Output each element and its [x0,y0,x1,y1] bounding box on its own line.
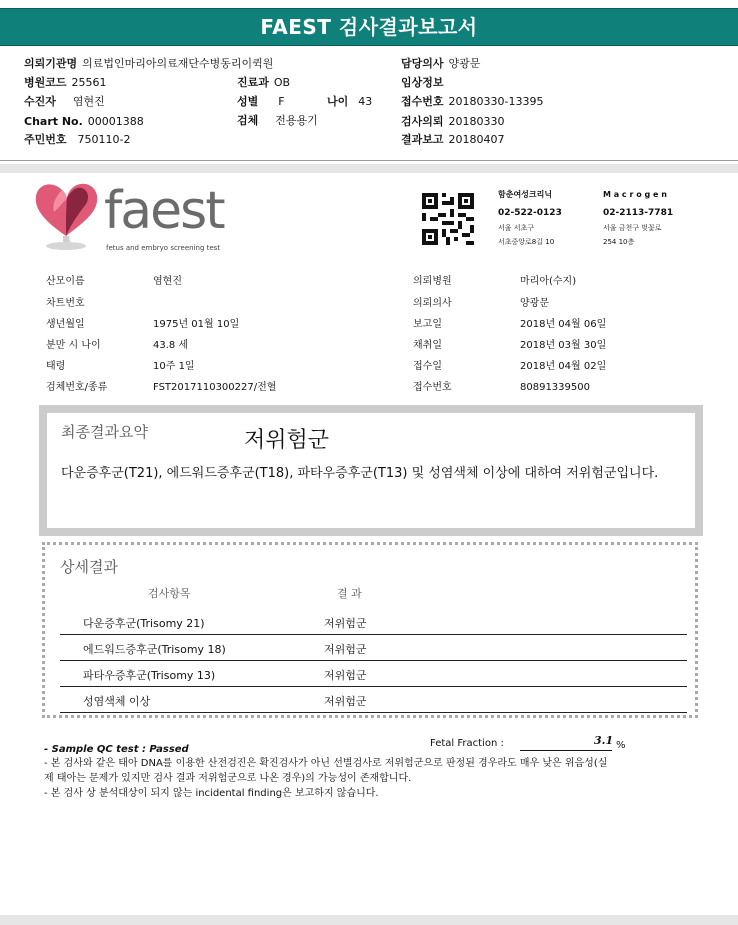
section-band [0,164,738,173]
header-requesting-institution: 의뢰기관명 의료법인마리아의료재단수병동리이퀵원 [24,57,274,70]
lab-address: 서초중앙로8길 10 [498,238,555,246]
test-item: 에드워드증후군(Trisomy 18) [83,643,226,656]
disclaimer-line: - 본 검사 상 분석대상이 되지 않는 incidental finding은 보고하지 않습니다. [44,788,379,799]
lab-info-1 [498,189,562,248]
test-result: 저위험군 [324,643,367,656]
info-value: 염현진 [153,276,182,287]
info-label: 산모이름 [46,276,85,287]
info-label: 검체번호/종류 [46,382,108,393]
info-label: 태령 [46,361,66,372]
header-sex: 성별 F [237,95,285,108]
test-result: 저위험군 [324,669,367,682]
header-report-date: 결과보고 20180407 [401,133,505,146]
table-row [60,609,687,635]
lab-phone: 02-522-0123 [498,208,562,218]
header-resident-no: 주민번호 750110-2 [24,133,131,146]
info-label: 접수번호 [413,382,452,393]
logo-tagline: fetus and embryo screening test [106,244,221,252]
faest-heart-logo-icon [32,178,102,252]
fetal-fraction-value: 3.1 [594,734,614,747]
header-request-date: 검사의뢰 20180330 [401,115,505,128]
fetal-fraction-unit: % [616,740,626,751]
info-label: 의뢰의사 [413,298,452,309]
info-value: 1975년 01월 10일 [153,319,240,330]
test-result: 저위험군 [324,695,367,708]
info-label: 차트번호 [46,298,85,309]
test-item: 성염색체 이상 [83,695,151,708]
lab-phone: 02-2113-7781 [603,208,674,218]
faest-wordmark: faest [104,181,224,241]
test-item: 다운증후군(Trisomy 21) [83,617,205,630]
info-label: 생년월일 [46,319,85,330]
info-value: FST2017110300227/전혈 [153,382,277,393]
column-header-result: 결 과 [337,587,362,600]
qc-status: - Sample QC test : Passed [44,744,189,755]
header-clinical-info: 임상정보 [401,76,444,89]
summary-result: 저위험군 [244,428,330,453]
info-value: 80891339500 [520,382,590,393]
summary-inner [47,413,695,528]
test-result: 저위험군 [324,617,367,630]
column-header-item: 검사항목 [148,587,191,600]
header-divider [0,160,738,161]
lab-info-2 [603,189,673,248]
lab-name: M a c r o g e n [603,190,667,199]
info-value: 10주 1일 [153,361,195,372]
info-label: 보고일 [413,319,442,330]
table-row [60,687,687,713]
test-item: 파타우증후군(Trisomy 13) [83,669,216,682]
header-department: 진료과 OB [237,76,291,89]
info-value: 2018년 04월 06일 [520,319,607,330]
info-value: 마리아(수지) [520,276,577,287]
lab-name: 함춘여성크리닉 [498,190,553,199]
header-chart-no: Chart No. 00001388 [24,115,144,128]
info-value: 2018년 04월 02일 [520,361,607,372]
report-title: FAEST 검사결과보고서 [260,15,478,39]
info-value: 2018년 03월 30일 [520,340,607,351]
info-value: 43.8 세 [153,340,189,351]
table-row [60,661,687,687]
fetal-fraction-label: Fetal Fraction : [430,738,504,749]
info-label: 접수일 [413,361,442,372]
table-row [60,635,687,661]
header-hospital-code: 병원코드 25561 [24,76,107,89]
lab-address: 서울 금천구 벚꽃로 [603,224,662,232]
lab-address: 254 10층 [603,238,635,246]
details-label: 상세결과 [60,558,118,576]
disclaimer-line: - 본 검사와 같은 태아 DNA를 이용한 산전검진은 확진검사가 아닌 선별검사로 저위험군으로 판정된 경우라도 매우 낮은 위음성(실 [44,758,608,769]
info-label: 의뢰병원 [413,276,452,287]
info-label: 채취일 [413,340,442,351]
header-age: 나이 43 [327,95,373,108]
qr-code-icon [422,193,474,245]
lab-address: 서울 서초구 [498,224,535,232]
header-patient: 수진자 염현진 [24,95,105,108]
header-specimen: 검체 전용용기 [237,114,318,127]
header-physician: 담당의사 양광문 [401,57,481,70]
fetal-fraction-underline [520,750,612,751]
disclaimer-line: 제 태아는 문제가 있지만 검사 결과 저위험군으로 나온 경우)의 가능성이 존재합니다. [44,773,412,784]
bottom-band [0,915,738,925]
summary-box [39,405,703,536]
summary-text: 다운증후군(T21), 에드워드증후군(T18), 파타우증후군(T13) 및 성염색체 이상에 대하여 저위험군입니다. [61,466,659,481]
header-receipt-no: 접수번호 20180330-13395 [401,95,544,108]
info-label: 분만 시 나이 [46,340,101,351]
summary-label: 최종결과요약 [61,423,148,441]
info-value: 양광문 [520,298,549,309]
title-bar [0,8,738,46]
